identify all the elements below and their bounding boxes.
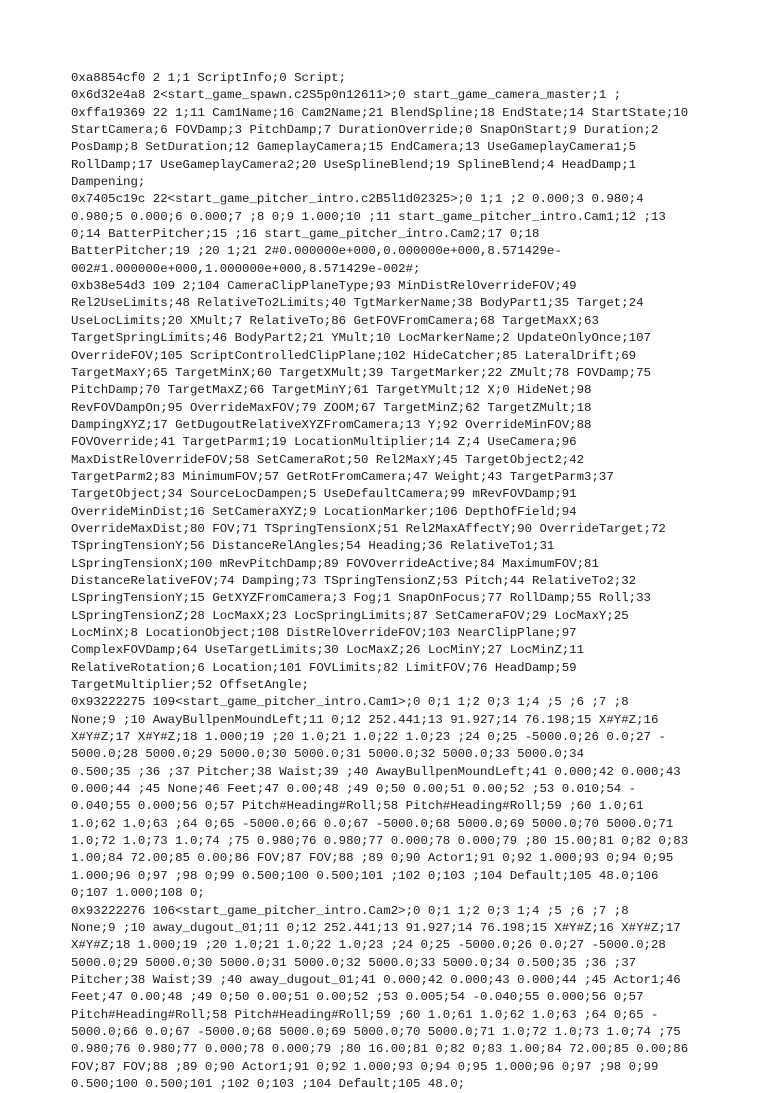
text-line: UseLocLimits;20 XMult;7 RelativeTo;86 GetFOVFromCamera;68 TargetMaxX;63	[71, 313, 599, 328]
text-line: 002#1.000000e+000,1.000000e+000,8.571429e-002#;	[71, 261, 421, 276]
text-line: 0;107 1.000;108 0;	[71, 886, 205, 901]
text-line: TargetMultiplier;52 OffsetAngle;	[71, 678, 309, 693]
text-line: DistanceRelativeFOV;74 Damping;73 TSpringTensionZ;53 Pitch;44 RelativeTo2;32	[71, 573, 637, 588]
text-line: LSpringTensionX;100 mRevPitchDamp;89 FOVOverrideActive;84 MaximumFOV;81	[71, 556, 599, 571]
text-line: TSpringTensionY;56 DistanceRelAngles;54 Heading;36 RelativeTo1;31	[71, 539, 555, 554]
text-line: TargetMaxY;65 TargetMinX;60 TargetXMult;39 TargetMarker;22 ZMult;78 FOVDamp;75	[71, 365, 651, 380]
text-line: None;9 ;10 AwayBullpenMoundLeft;11 0;12 252.441;13 91.927;14 76.198;15 X#Y#Z;16	[71, 712, 659, 727]
text-line: OverrideMaxDist;80 FOV;71 TSpringTensionX;51 Rel2MaxAffectY;90 OverrideTarget;72	[71, 521, 666, 536]
text-line: 0x93222275 109<start_game_pitcher_intro.Cam1>;0 0;1 1;2 0;3 1;4 ;5 ;6 ;7 ;8	[71, 695, 629, 710]
text-line: BatterPitcher;19 ;20 1;21 2#0.000000e+000,0.000000e+000,8.571429e-	[71, 244, 562, 259]
text-line: TargetParm2;83 MinimumFOV;57 GetRotFromCamera;47 Weight;43 TargetParm3;37	[71, 469, 614, 484]
text-line: 0xffa19369 22 1;11 Cam1Name;16 Cam2Name;21 BlendSpline;18 EndState;14 StartState;10	[71, 105, 689, 120]
text-line: 1.0;62 1.0;63 ;64 0;65 -5000.0;66 0.0;67 -5000.0;68 5000.0;69 5000.0;70 5000.0;71	[71, 816, 674, 831]
text-line: DampingXYZ;17 GetDugoutRelativeXYZFromCamera;13 Y;92 OverrideMinFOV;88	[71, 417, 592, 432]
text-line: 1.000;96 0;97 ;98 0;99 0.500;100 0.500;101 ;102 0;103 ;104 Default;105 48.0;106	[71, 868, 659, 883]
text-line: TargetSpringLimits;46 BodyPart2;21 YMult;10 LocMarkerName;2 UpdateOnlyOnce;107	[71, 331, 651, 346]
text-line: FOVOverride;41 TargetParm1;19 LocationMultiplier;14 Z;4 UseCamera;96	[71, 435, 577, 450]
text-line: LSpringTensionY;15 GetXYZFromCamera;3 Fog;1 SnapOnFocus;77 RollDamp;55 Roll;33	[71, 591, 651, 606]
text-line: 0;14 BatterPitcher;15 ;16 start_game_pitcher_intro.Cam2;17 0;18	[71, 227, 540, 242]
text-line: MaxDistRelOverrideFOV;58 SetCameraRot;50 Rel2MaxY;45 TargetObject2;42	[71, 452, 585, 467]
text-line: 0.000;44 ;45 None;46 Feet;47 0.00;48 ;49 0;50 0.00;51 0.00;52 ;53 0.010;54 -	[71, 782, 637, 797]
text-line: X#Y#Z;17 X#Y#Z;18 1.000;19 ;20 1.0;21 1.0;22 1.0;23 ;24 0;25 -5000.0;26 0.0;27 -	[71, 730, 666, 745]
text-line: 5000.0;29 5000.0;30 5000.0;31 5000.0;32 5000.0;33 5000.0;34 0.500;35 ;36 ;37	[71, 955, 637, 970]
text-line: 5000.0;28 5000.0;29 5000.0;30 5000.0;31 5000.0;32 5000.0;33 5000.0;34	[71, 747, 585, 762]
text-line: 0x6d32e4a8 2<start_game_spawn.c2S5p0n12611>;0 start_game_camera_master;1 ;	[71, 88, 622, 103]
text-line: Dampening;	[71, 175, 146, 190]
text-line: 0.500;35 ;36 ;37 Pitcher;38 Waist;39 ;40 AwayBullpenMoundLeft;41 0.000;42 0.000;43	[71, 764, 681, 779]
text-line: Rel2UseLimits;48 RelativeTo2Limits;40 TgtMarkerName;38 BodyPart1;35 Target;24	[71, 296, 644, 311]
text-line: TargetObject;34 SourceLocDampen;5 UseDefaultCamera;99 mRevFOVDamp;91	[71, 487, 577, 502]
text-line: 1.00;84 72.00;85 0.00;86 FOV;87 FOV;88 ;89 0;90 Actor1;91 0;92 1.000;93 0;94 0;95	[71, 851, 674, 866]
text-line: Feet;47 0.00;48 ;49 0;50 0.00;51 0.00;52 ;53 0.005;54 -0.040;55 0.000;56 0;57	[71, 990, 644, 1005]
text-line: FOV;87 FOV;88 ;89 0;90 Actor1;91 0;92 1.000;93 0;94 0;95 1.000;96 0;97 ;98 0;99	[71, 1059, 659, 1074]
text-line: OverrideMinDist;16 SetCameraXYZ;9 LocationMarker;106 DepthOfField;94	[71, 504, 577, 519]
text-line: 1.0;72 1.0;73 1.0;74 ;75 0.980;76 0.980;77 0.000;78 0.000;79 ;80 15.00;81 0;82 0;83	[71, 834, 689, 849]
text-line: OverrideFOV;105 ScriptControlledClipPlane;102 HideCatcher;85 LateralDrift;69	[71, 348, 637, 363]
text-line: StartCamera;6 FOVDamp;3 PitchDamp;7 DurationOverride;0 SnapOnStart;9 Duration;2	[71, 123, 659, 138]
text-line: LSpringTensionZ;28 LocMaxX;23 LocSpringLimits;87 SetCameraFOV;29 LocMaxY;25	[71, 608, 629, 623]
text-line: 0x7405c19c 22<start_game_pitcher_intro.c2B5l1d02325>;0 1;1 ;2 0.000;3 0.980;4	[71, 192, 644, 207]
text-line: RevFOVDampOn;95 OverrideMaxFOV;79 ZOOM;67 TargetMinZ;62 TargetZMult;18	[71, 400, 592, 415]
text-line: RollDamp;17 UseGameplayCamera2;20 UseSplineBlend;19 SplineBlend;4 HeadDamp;1	[71, 157, 637, 172]
text-line: PitchDamp;70 TargetMaxZ;66 TargetMinY;61 TargetYMult;12 X;0 HideNet;98	[71, 383, 592, 398]
text-line: RelativeRotation;6 Location;101 FOVLimits;82 LimitFOV;76 HeadDamp;59	[71, 660, 577, 675]
text-line: 0.980;76 0.980;77 0.000;78 0.000;79 ;80 16.00;81 0;82 0;83 1.00;84 72.00;85 0.00;86	[71, 1042, 689, 1057]
text-line: 0.980;5 0.000;6 0.000;7 ;8 0;9 1.000;10 ;11 start_game_pitcher_intro.Cam1;12 ;13	[71, 209, 666, 224]
text-line: ComplexFOVDamp;64 UseTargetLimits;30 LocMaxZ;26 LocMinY;27 LocMinZ;11	[71, 643, 585, 658]
text-line: LocMinX;8 LocationObject;108 DistRelOverrideFOV;103 NearClipPlane;97	[71, 626, 577, 640]
text-line: Pitcher;38 Waist;39 ;40 away_dugout_01;41 0.000;42 0.000;43 0.000;44 ;45 Actor1;46	[71, 972, 681, 987]
text-line: Pitch#Heading#Roll;58 Pitch#Heading#Roll;59 ;60 1.0;61 1.0;62 1.0;63 ;64 0;65 -	[71, 1007, 659, 1022]
text-line: None;9 ;10 away_dugout_01;11 0;12 252.441;13 91.927;14 76.198;15 X#Y#Z;16 X#Y#Z;17	[71, 920, 681, 935]
text-line: X#Y#Z;18 1.000;19 ;20 1.0;21 1.0;22 1.0;23 ;24 0;25 -5000.0;26 0.0;27 -5000.0;28	[71, 938, 666, 953]
text-line: 0xb38e54d3 109 2;104 CameraClipPlaneType;93 MinDistRelOverrideFOV;49	[71, 279, 577, 294]
text-line: PosDamp;8 SetDuration;12 GameplayCamera;15 EndCamera;13 UseGameplayCamera1;5	[71, 140, 637, 155]
text-line: 0xa8854cf0 2 1;1 ScriptInfo;0 Script;	[71, 71, 347, 85]
text-line: 0.500;100 0.500;101 ;102 0;103 ;104 Default;105 48.0;	[71, 1076, 466, 1091]
text-line: 0x93222276 106<start_game_pitcher_intro.Cam2>;0 0;1 1;2 0;3 1;4 ;5 ;6 ;7 ;8	[71, 903, 629, 918]
text-line: 5000.0;66 0.0;67 -5000.0;68 5000.0;69 5000.0;70 5000.0;71 1.0;72 1.0;73 1.0;74 ;75	[71, 1024, 681, 1039]
text-line: 0.040;55 0.000;56 0;57 Pitch#Heading#Roll;58 Pitch#Heading#Roll;59 ;60 1.0;61	[71, 799, 644, 814]
document-page	[71, 70, 751, 1093]
